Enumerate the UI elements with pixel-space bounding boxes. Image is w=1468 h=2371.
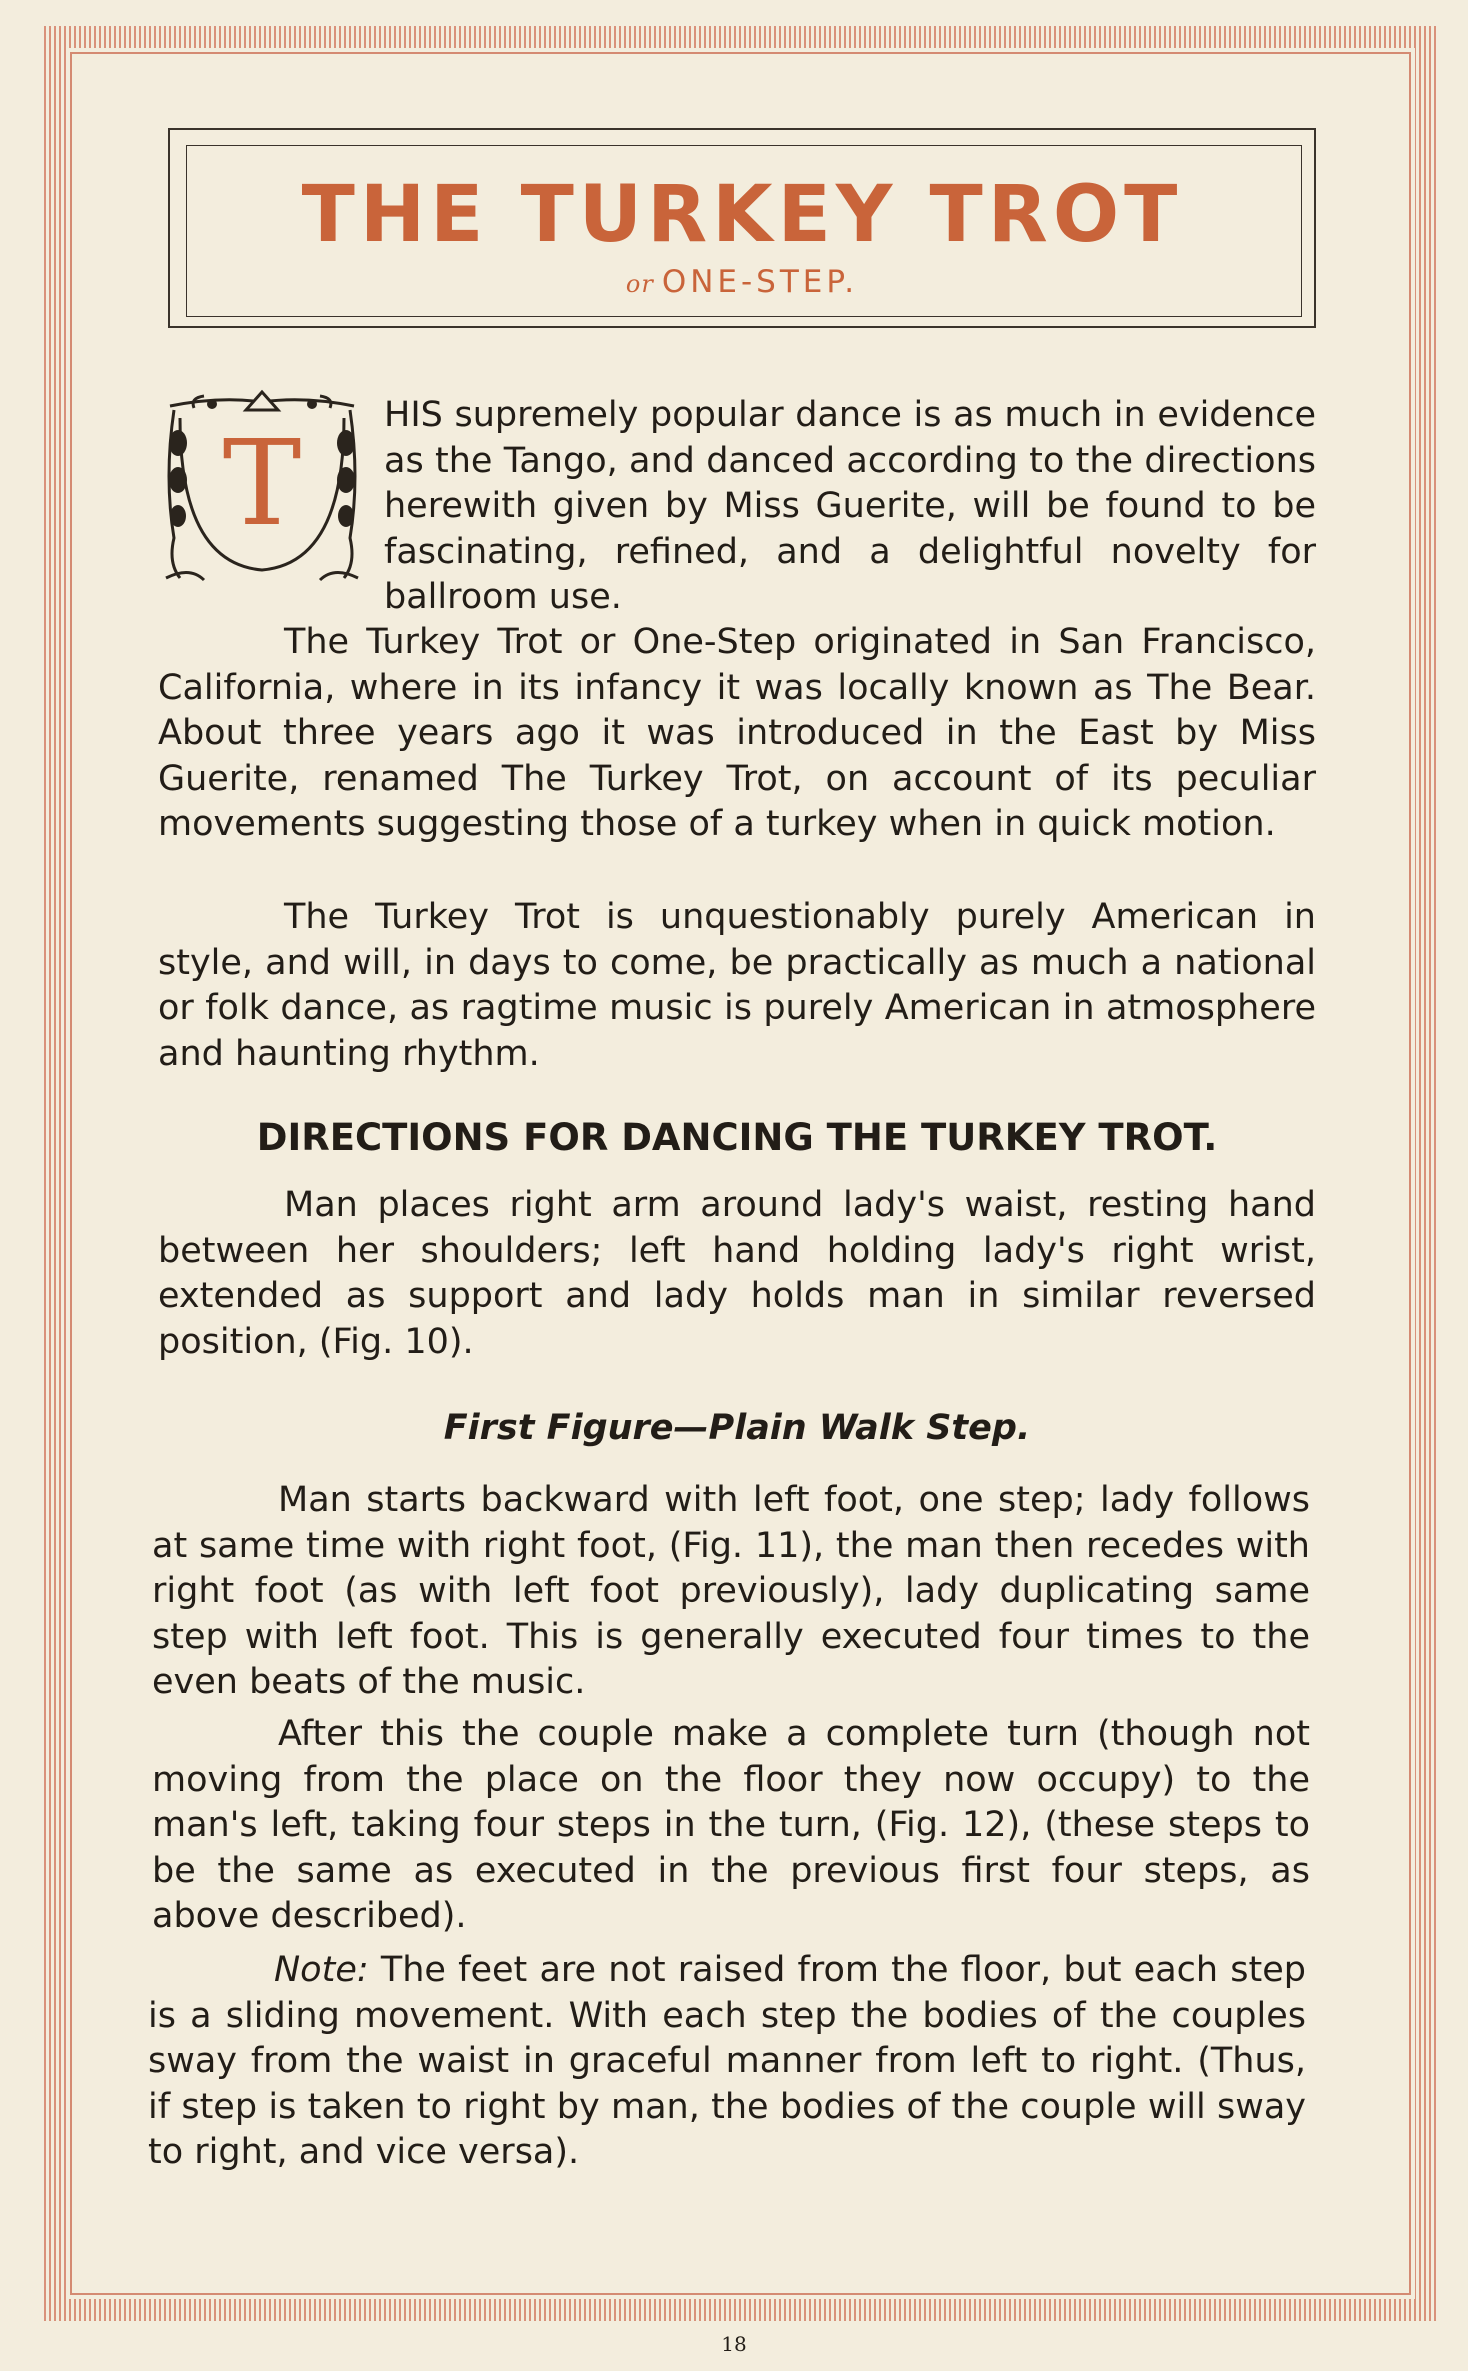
ornamental-drop-cap — [160, 388, 364, 588]
american-paragraph: The Turkey Trot is unquestionably purely American in style, and will, in days to come, be practically as much a national or folk dance, as ragtime music is purely American in atmosphere and haunting rhythm. — [158, 897, 1316, 1074]
directions-heading: DIRECTIONS FOR DANCING THE TURKEY TROT. — [256, 1116, 1218, 1159]
subtitle-text: ONE-STEP. — [661, 264, 859, 300]
drop-cap-letter: T — [222, 414, 302, 552]
subtitle-prefix: or — [625, 270, 654, 298]
note-paragraph — [148, 1948, 1306, 2176]
first-figure-heading: First Figure—Plain Walk Step. — [443, 1408, 1031, 1448]
page-subtitle — [168, 264, 1316, 300]
origin-paragraph: The Turkey Trot or One-Step originated in San Francisco, California, where in its infancy it was locally known as The Bear. About three years ago it was introduced in the East by Miss Guerite, renamed The Turkey Trot, on account of its peculiar movements suggesting those of a turkey when in quick motion. — [158, 622, 1316, 844]
note-text: The feet are not raised from the floor, but each step is a sliding movement. With each step the bodies of the couples sway from the waist in graceful manner from left to right. (Thus, if step is taken to right by man, the bodies of the couple will sway to right, and vice versa). — [148, 1950, 1306, 2172]
intro-paragraph: HIS supremely popular dance is as much in evidence as the Tango, and danced according to the directions herewith given by Miss Guerite, will be found to be fascinating, refined, and a delightful novelty for ballroom use. — [384, 395, 1316, 617]
position-paragraph: Man places right arm around lady's waist, resting hand between her shoulders; left hand holding lady's right wrist, extended as support and lady holds man in similar reversed position, (Fig. 10). — [158, 1185, 1316, 1362]
turn-paragraph: After this the couple make a complete turn (though not moving from the place on the floor they now occupy) to the man's left, taking four steps in the turn, (Fig. 12), (these steps to be the same as executed in the previous first four steps, as above described). — [152, 1714, 1310, 1936]
note-label: Note: — [274, 1950, 369, 1990]
step-paragraph: Man starts backward with left foot, one step; lady follows at same time with right foot, (Fig. 11), the man then recedes with right foot (as with left foot previously), lady duplicating same step with left foot. This is generally executed four times to the even beats of the music. — [152, 1480, 1310, 1702]
page-title: THE TURKEY TROT — [301, 170, 1183, 260]
page-number: 18 — [721, 2332, 747, 2356]
